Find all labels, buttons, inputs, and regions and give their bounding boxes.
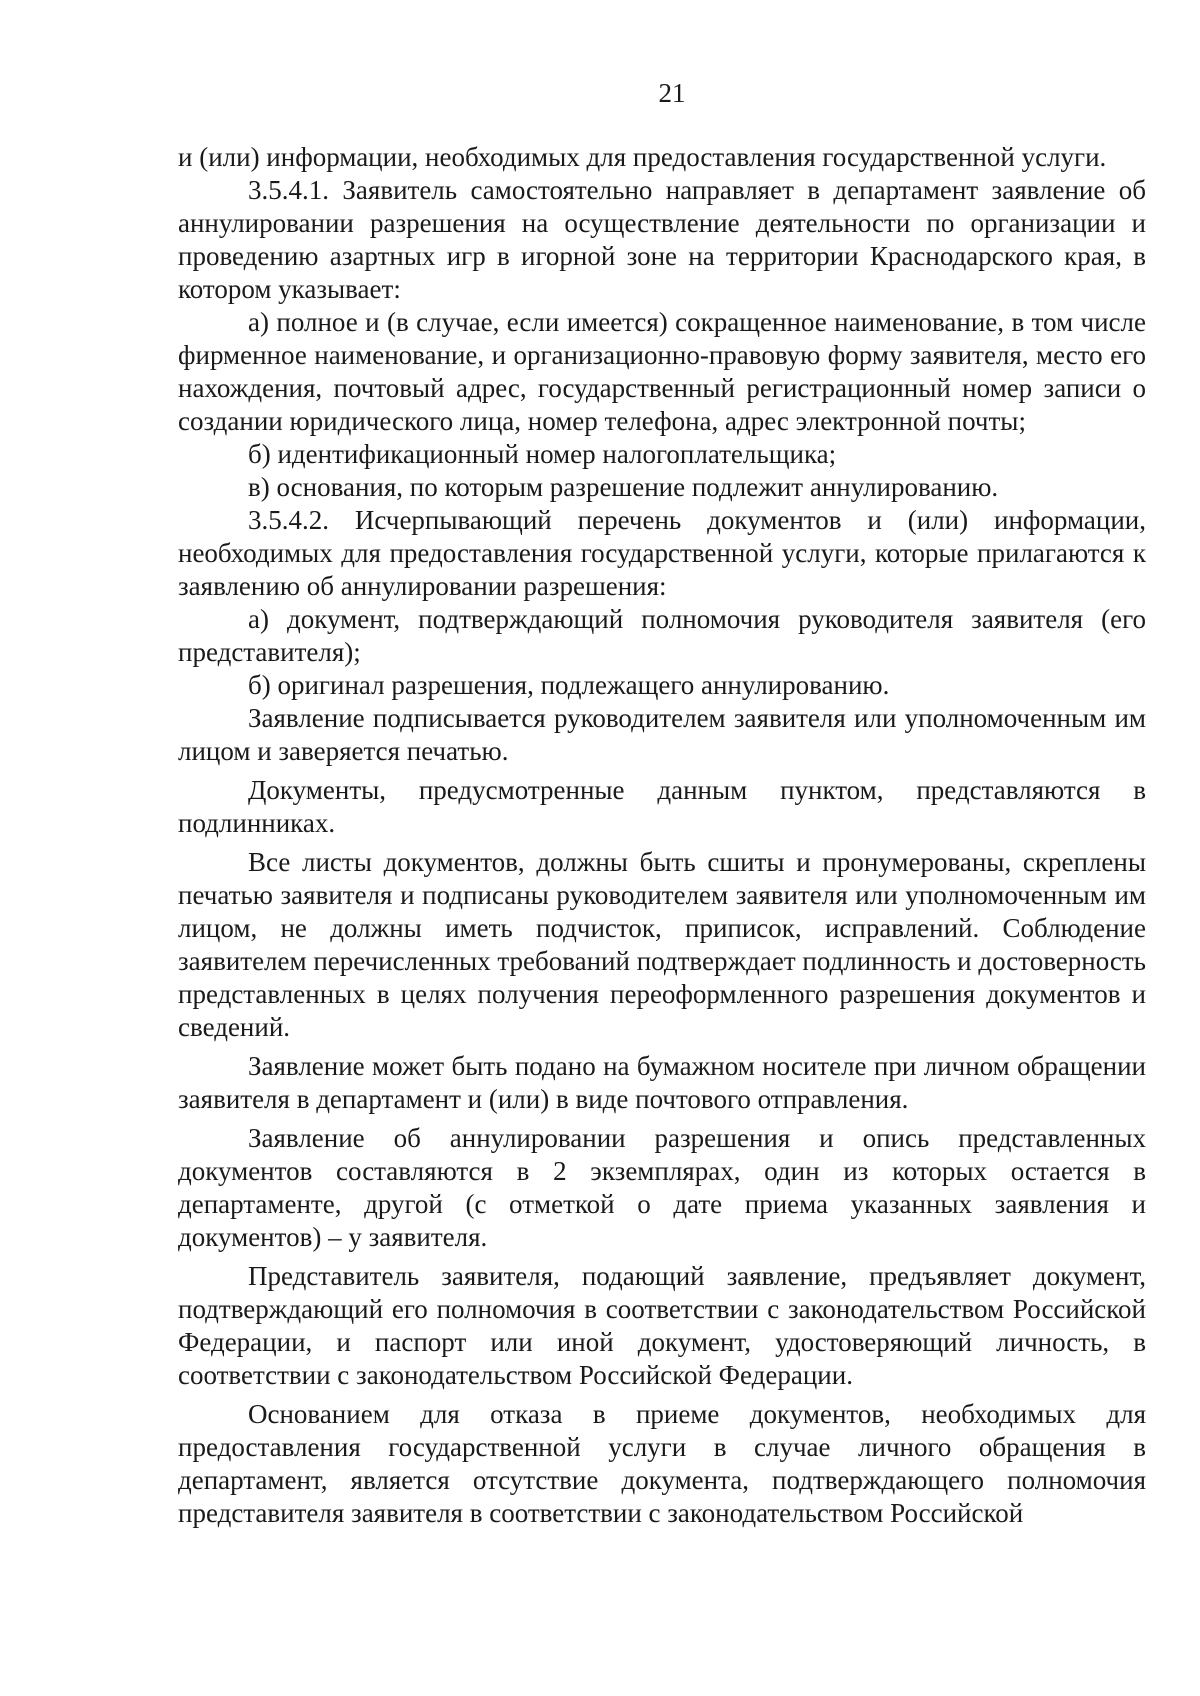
paragraph: а) документ, подтверждающий полномочия руководителя заявителя (его представителя);: [178, 604, 1146, 667]
paragraph: 3.5.4.1. Заявитель самостоятельно направляет в департамент заявление об аннулировании разрешения на осуществление деятельности по организации и проведению азартных игр в игорной зоне на территории Краснодарского края, в котором указывает:: [178, 175, 1146, 304]
paragraph: 3.5.4.2. Исчерпывающий перечень документов и (или) информации, необходимых для предоставления государственной услуги, которые прилагаются к заявлению об аннулировании разрешения:: [178, 505, 1146, 601]
paragraph: Заявление подписывается руководителем заявителя или уполномоченным им лицом и заверяется печатью.: [178, 703, 1146, 766]
page-number: 21: [658, 78, 686, 108]
paragraph: Представитель заявителя, подающий заявление, предъявляет документ, подтверждающий его полномочия в соответствии с законодательством Российской Федерации, и паспорт или иной документ, удостоверяющий личность, в соответствии с законодательством Российской Федерации.: [178, 1261, 1146, 1390]
paragraph: Все листы документов, должны быть сшиты и пронумерованы, скреплены печатью заявителя и подписаны руководителем заявителя или уполномоченным им лицом, не должны иметь подчисток, приписок, исправлений. Соблюдение заявителем перечисленных требований подтверждает подлинность и достоверность представленных в целях получения переоформленного разрешения документов и сведений.: [178, 847, 1146, 1042]
paragraph: Заявление об аннулировании разрешения и опись представленных документов составляются в 2 экземплярах, один из которых остается в департаменте, другой (с отметкой о дате приема указанных заявления и документов) – у заявителя.: [178, 1123, 1146, 1252]
paragraph: Документы, предусмотренные данным пунктом, представляются в подлинниках.: [178, 775, 1146, 838]
paragraph: б) оригинал разрешения, подлежащего аннулированию.: [248, 670, 890, 700]
paragraph: а) полное и (в случае, если имеется) сокращенное наименование, в том числе фирменное наименование, и организационно-правовую форму заявителя, место его нахождения, почтовый адрес, государственный регистрационный номер записи о создании юридического лица, номер телефона, адрес электронной почты;: [178, 307, 1146, 436]
paragraph: Заявление может быть подано на бумажном носителе при личном обращении заявителя в департамент и (или) в виде почтового отправления.: [178, 1051, 1146, 1114]
paragraph: в) основания, по которым разрешение подлежит аннулированию.: [248, 472, 999, 502]
paragraph: б) идентификационный номер налогоплательщика;: [248, 439, 837, 469]
document-body: [178, 141, 1146, 1530]
paragraph: и (или) информации, необходимых для предоставления государственной услуги.: [178, 142, 1107, 172]
paragraph: Основанием для отказа в приеме документов, необходимых для предоставления государственной услуги в случае личного обращения в департамент, является отсутствие документа, подтверждающего полномочия представителя заявителя в соответствии с законодательством Российской: [178, 1399, 1146, 1528]
